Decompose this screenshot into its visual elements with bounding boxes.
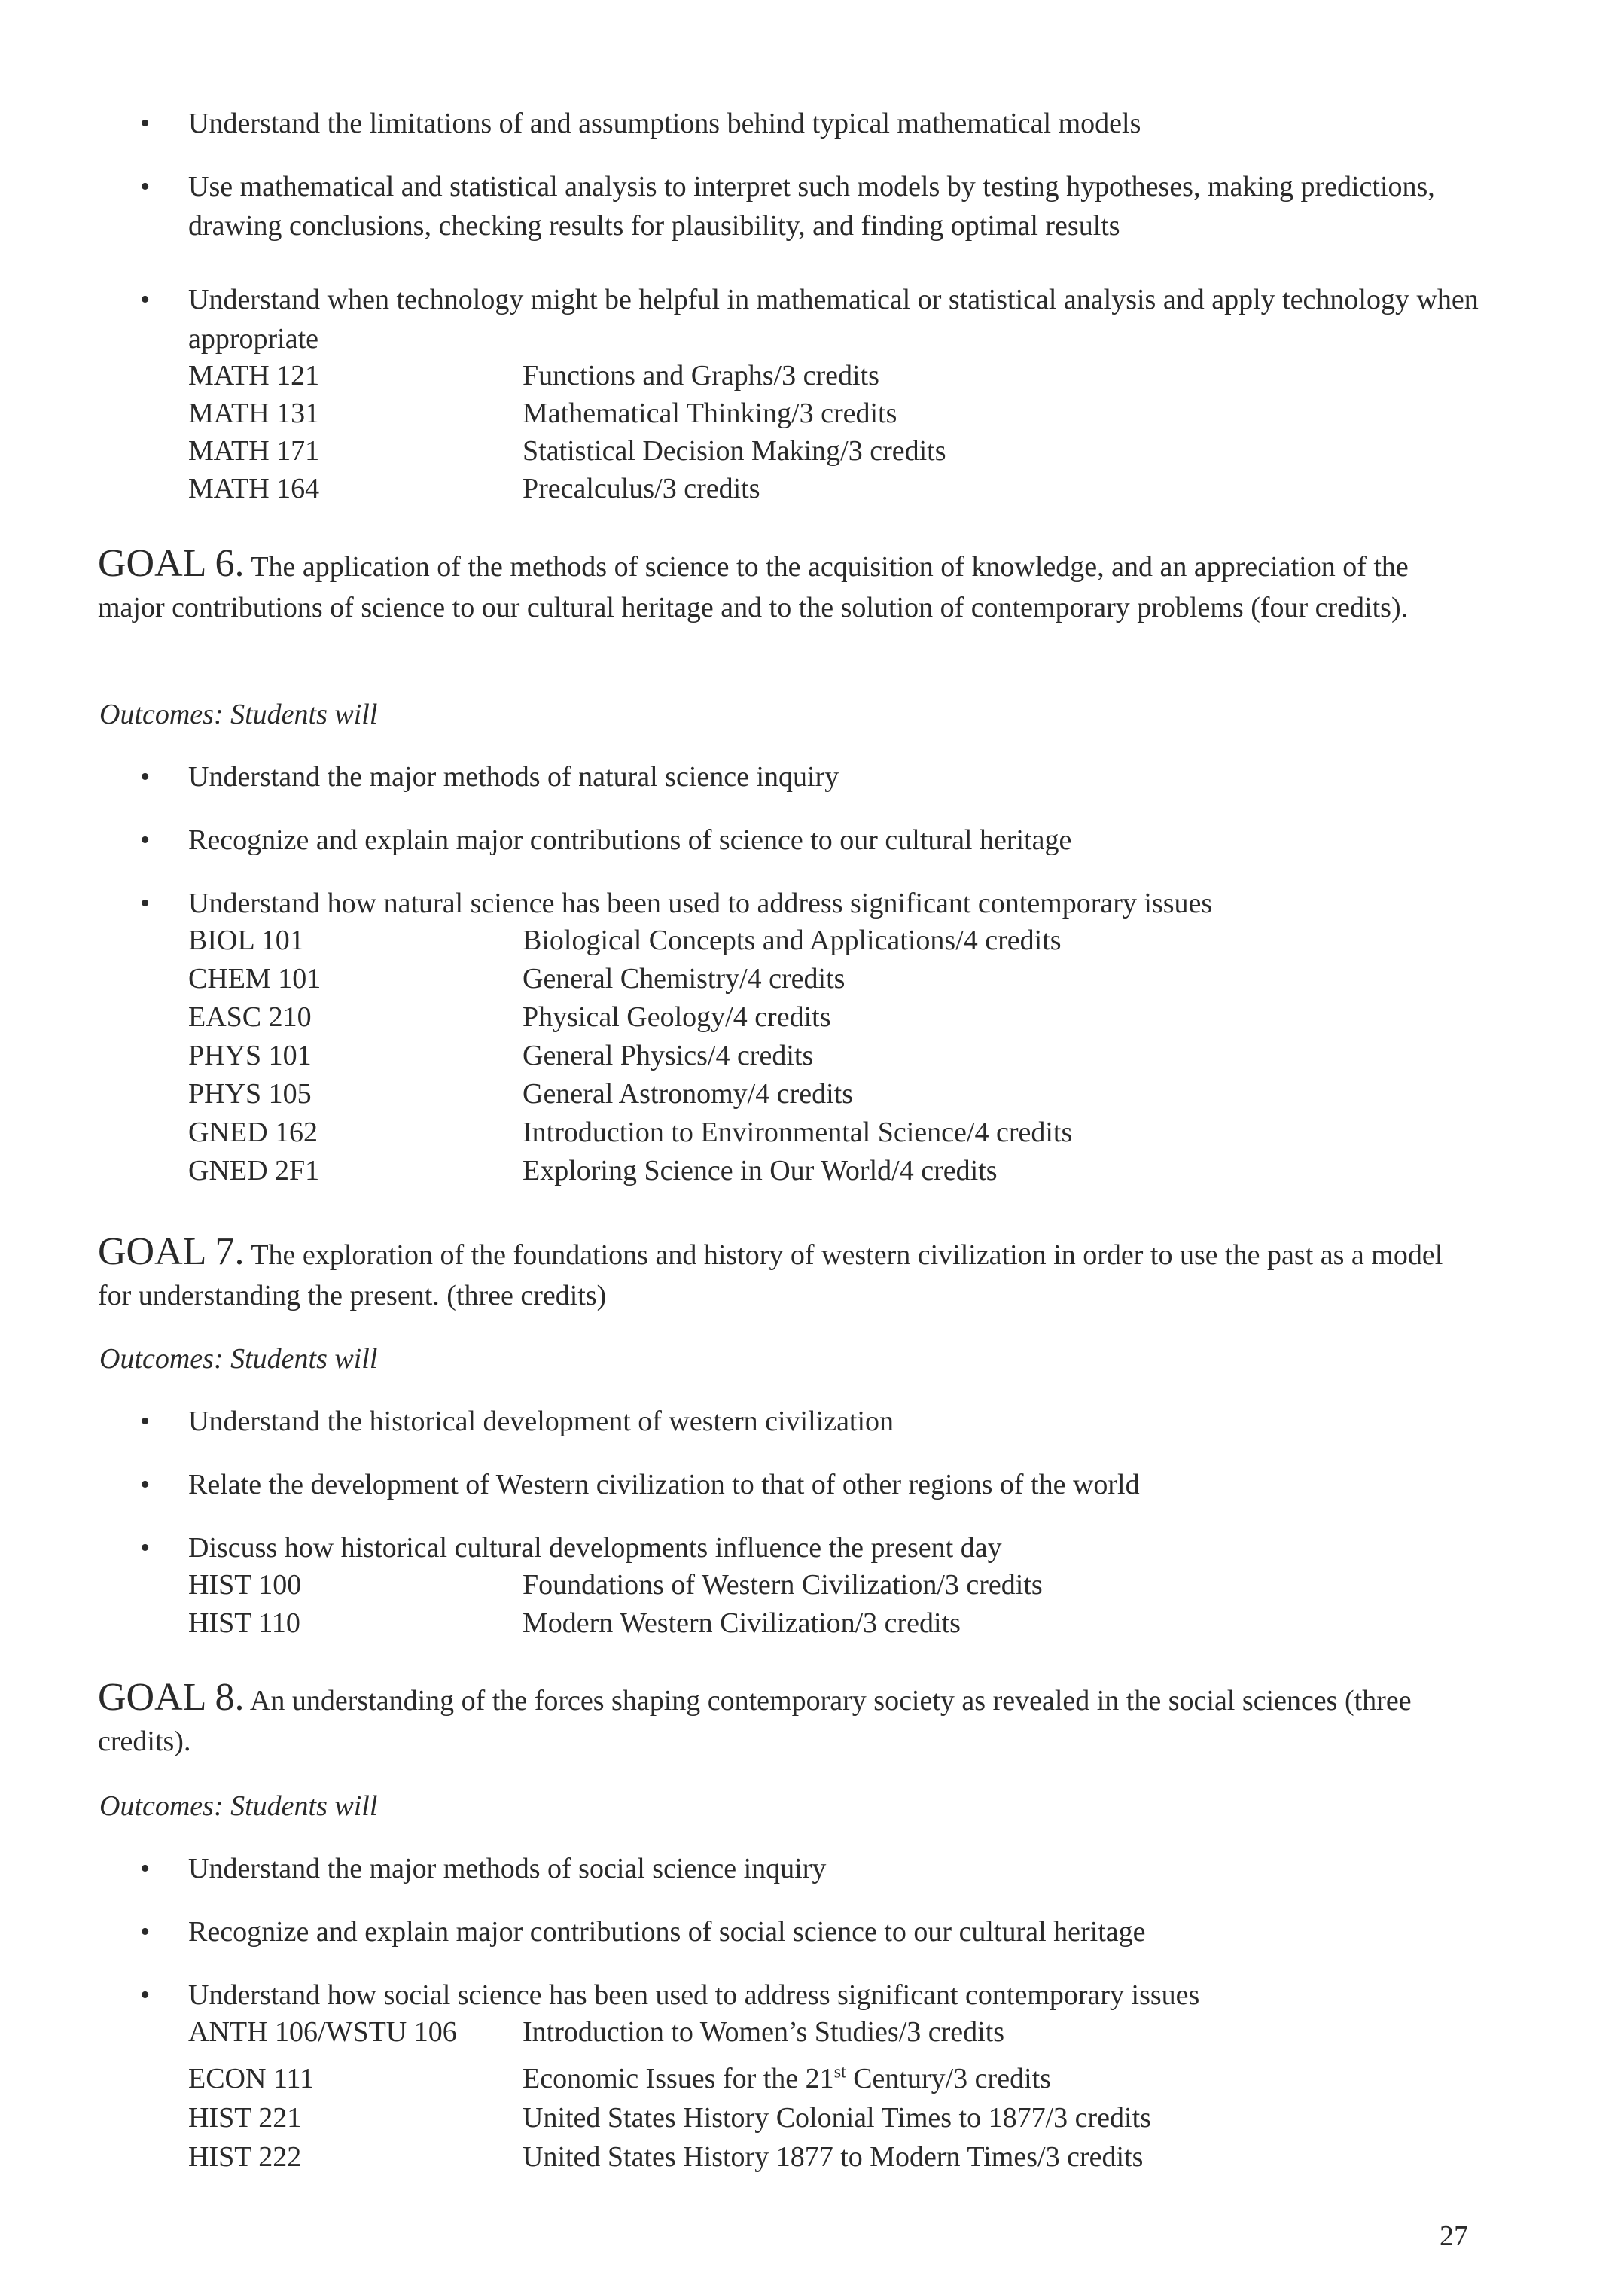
course-code: MATH 131 (188, 398, 320, 429)
bullet-text: Recognize and explain major contributions of social science to our cultural heritage (188, 1916, 1146, 1948)
bullet-text: Understand the limitations of and assumptions behind typical mathematical models (188, 108, 1141, 139)
bullet-mark: • (140, 1916, 151, 1948)
course-title: Exploring Science in Our World/4 credits (523, 1155, 998, 1187)
course-title: Mathematical Thinking/3 credits (523, 398, 897, 429)
goal-6-text: The application of the methods of science to the acquisition of knowledge, and an appreciation of the major contributions of science to our cultural heritage and to the solution of contemporary problems (four credits). (98, 551, 1409, 623)
course-title: Introduction to Women’s Studies/3 credits (523, 2016, 1005, 2048)
goal-8-outcomes-heading: Outcomes: Students will (99, 1790, 378, 1822)
goal-8-text: An understanding of the forces shaping contemporary society as revealed in the social sciences (three credits). (98, 1685, 1412, 1757)
bullet-text: Recognize and explain major contributions of science to our cultural heritage (188, 824, 1072, 856)
bullet-text: Understand when technology might be helpful in mathematical or statistical analysis and apply technology when appropriate (188, 284, 1479, 355)
course-code: HIST 222 (188, 2141, 302, 2173)
bullet-text: Understand how social science has been used to address significant contemporary issues (188, 1979, 1200, 2011)
bullet-mark: • (140, 761, 151, 793)
course-title (523, 2060, 1051, 2098)
course-code: EASC 210 (188, 1001, 312, 1033)
course-code: BIOL 101 (188, 925, 304, 956)
course-title: Biological Concepts and Applications/4 credits (523, 925, 1062, 956)
course-code: GNED 2F1 (188, 1155, 320, 1187)
course-code: MATH 121 (188, 360, 320, 391)
course-title: Physical Geology/4 credits (523, 1001, 831, 1033)
course-code: GNED 162 (188, 1117, 318, 1148)
course-title: Statistical Decision Making/3 credits (523, 435, 946, 467)
bullet-text: Relate the development of Western civilization to that of other regions of the world (188, 1469, 1140, 1500)
bullet-text: Understand the major methods of natural science inquiry (188, 761, 839, 793)
goal-6-paragraph (98, 544, 1476, 628)
course-title: Functions and Graphs/3 credits (523, 360, 879, 391)
course-code: MATH 171 (188, 435, 320, 467)
goal-8-label: GOAL 8. (98, 1676, 245, 1719)
course-code: ECON 111 (188, 2063, 315, 2094)
bullet-text: Discuss how historical cultural developments influence the present day (188, 1532, 1002, 1564)
bullet-mark: • (140, 171, 151, 203)
bullet-mark: • (140, 824, 151, 856)
title-part: Economic Issues for the 21 (523, 2063, 834, 2094)
bullet-text: Use mathematical and statistical analysis to interpret such models by testing hypotheses, making predictions, drawing conclusions, checking results for plausibility, and finding optimal results (188, 171, 1435, 242)
bullet-mark: • (140, 284, 151, 315)
bullet-mark: • (140, 1406, 151, 1437)
course-code: PHYS 105 (188, 1078, 312, 1110)
course-title: United States History 1877 to Modern Times/3 credits (523, 2141, 1144, 2173)
goal-6-label: GOAL 6. (98, 542, 245, 585)
course-title: Foundations of Western Civilization/3 credits (523, 1569, 1043, 1601)
bullet-mark: • (140, 1469, 151, 1500)
course-title: United States History Colonial Times to 1877/3 credits (523, 2102, 1151, 2134)
goal-7-label: GOAL 7. (98, 1230, 245, 1273)
course-code: HIST 100 (188, 1569, 302, 1601)
ordinal-suffix: st (833, 2062, 846, 2082)
course-code: HIST 221 (188, 2102, 302, 2134)
goal-7-outcomes-heading: Outcomes: Students will (99, 1343, 378, 1375)
goal-8-paragraph (98, 1677, 1476, 1762)
page-number: 27 (1440, 2220, 1468, 2252)
bullet-mark: • (140, 1979, 151, 2011)
goal-7-text: The exploration of the foundations and history of western civilization in order to use the past as a model for understanding the present. (three credits) (98, 1239, 1443, 1312)
goal-7-paragraph (98, 1232, 1476, 1316)
bullet-text: Understand the historical development of western civilization (188, 1406, 894, 1437)
course-code: ANTH 106/WSTU 106 (188, 2016, 457, 2048)
title-part: Century/3 credits (846, 2063, 1051, 2094)
course-code: HIST 110 (188, 1607, 300, 1639)
course-code: PHYS 101 (188, 1040, 312, 1071)
course-code: MATH 164 (188, 473, 320, 504)
bullet-mark: • (140, 1853, 151, 1884)
bullet-mark: • (140, 888, 151, 919)
course-title: General Physics/4 credits (523, 1040, 814, 1071)
bullet-mark: • (140, 108, 151, 139)
course-title: Modern Western Civilization/3 credits (523, 1607, 961, 1639)
bullet-text: Understand the major methods of social science inquiry (188, 1853, 827, 1884)
course-title: Precalculus/3 credits (523, 473, 760, 504)
course-title: Introduction to Environmental Science/4 credits (523, 1117, 1073, 1148)
goal-6-outcomes-heading: Outcomes: Students will (99, 699, 378, 730)
bullet-mark: • (140, 1532, 151, 1564)
course-title: General Chemistry/4 credits (523, 963, 846, 995)
course-code: CHEM 101 (188, 963, 321, 995)
course-title: General Astronomy/4 credits (523, 1078, 854, 1110)
bullet-text: Understand how natural science has been used to address significant contemporary issues (188, 888, 1213, 919)
